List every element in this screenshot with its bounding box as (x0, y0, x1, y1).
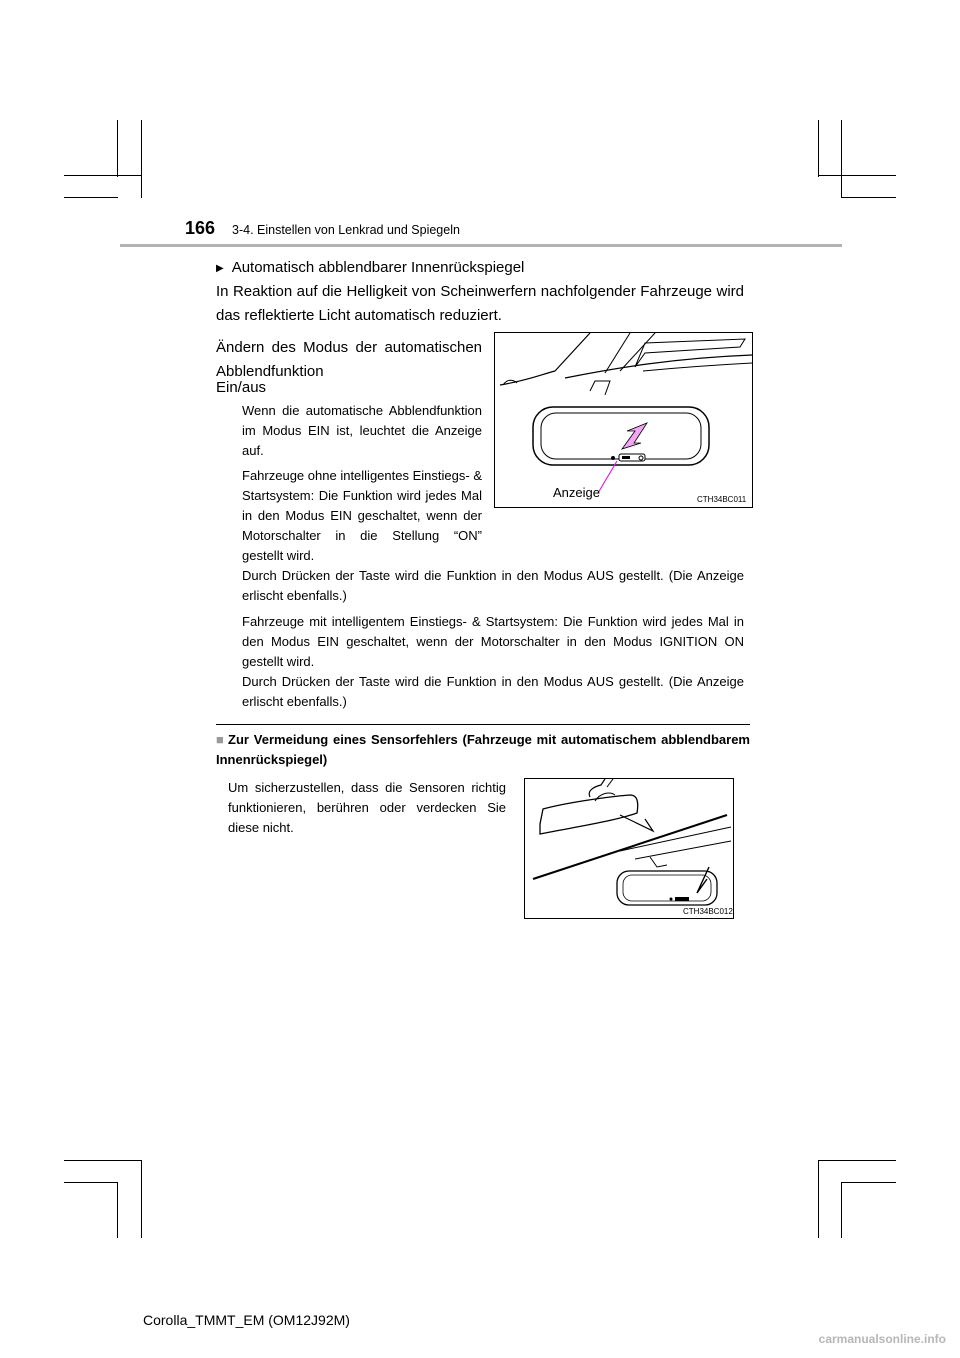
crop-mark (818, 1160, 896, 1161)
sensor-illustration (525, 779, 733, 918)
mirror-illustration (495, 333, 752, 507)
crop-mark (64, 175, 142, 176)
figure-code: CTH34BC012 (683, 907, 733, 916)
figure-code: CTH34BC011 (697, 495, 747, 504)
header-rule (120, 244, 842, 247)
square-bullet-icon: ■ (216, 732, 226, 747)
paragraph: Durch Drücken der Taste wird die Funktion in den Modus AUS gestellt. (Die Anzeige erlischt ebenfalls.) (242, 568, 744, 603)
crop-mark (818, 1160, 819, 1238)
intro-paragraph: In Reaktion auf die Helligkeit von Scheinwerfern nachfolgender Fahrzeuge wird das reflektierte Licht automatisch reduziert. (216, 283, 744, 324)
section-heading: 3-4. Einstellen von Lenkrad und Spiegeln (232, 223, 460, 237)
triangle-bullet-icon: ▶ (216, 263, 224, 274)
crop-mark (841, 1182, 896, 1183)
paragraph: Fahrzeuge ohne intelligentes Einstiegs- & Startsystem: Die Funktion wird jedes Mal in den Modus EIN geschaltet, wenn der Motorschalter in die Stellung “ON” gestellt wird. (242, 468, 482, 563)
crop-mark (64, 197, 118, 198)
crop-mark (117, 120, 118, 177)
footer-text: Corolla_TMMT_EM (OM12J92M) (143, 1312, 350, 1328)
section-title (216, 256, 756, 282)
page-number: 166 (185, 218, 216, 238)
crop-mark (141, 1160, 142, 1238)
figure-label: Anzeige (553, 485, 600, 500)
crop-mark (64, 1182, 118, 1183)
crop-mark (841, 120, 842, 198)
section-title-text: Automatisch abblendbarer Innenrückspiegel (231, 259, 525, 276)
onoff-label: Ein/aus (216, 379, 267, 396)
crop-mark (64, 1160, 142, 1161)
subheading: Ändern des Modus der automatischen Abblendfunktion (216, 339, 482, 380)
note-heading (216, 730, 750, 770)
watermark[interactable]: carmanualsonline.info (818, 1332, 946, 1346)
crop-mark (141, 120, 142, 198)
crop-mark (117, 1182, 118, 1238)
crop-mark (818, 120, 819, 177)
paragraph: Wenn die automatische Abblendfunktion im Modus EIN ist, leuchtet die Anzeige auf. (242, 403, 482, 458)
section2-rule (216, 724, 750, 725)
paragraph: Durch Drücken der Taste wird die Funktion in den Modus AUS gestellt. (Die Anzeige erlischt ebenfalls.) (242, 674, 744, 709)
note-text: Um sicherzustellen, dass die Sensoren richtig funktionieren, berühren oder verdecken Sie diese nicht. (228, 780, 506, 835)
paragraph: Fahrzeuge mit intelligentem Einstiegs- & Startsystem: Die Funktion wird jedes Mal in den Modus EIN geschaltet, wenn der Motorschalter in den Modus IGNITION ON gestellt wird. (242, 614, 744, 669)
figure-mirror-indicator (494, 332, 753, 508)
note-heading-text: Zur Vermeidung eines Sensorfehlers (Fahrzeuge mit automatischem abblendbarem Innenrückspiegel) (216, 732, 750, 767)
crop-mark (818, 175, 896, 176)
crop-mark (841, 1182, 842, 1238)
figure-sensor-locations (524, 778, 734, 919)
crop-mark (841, 197, 896, 198)
